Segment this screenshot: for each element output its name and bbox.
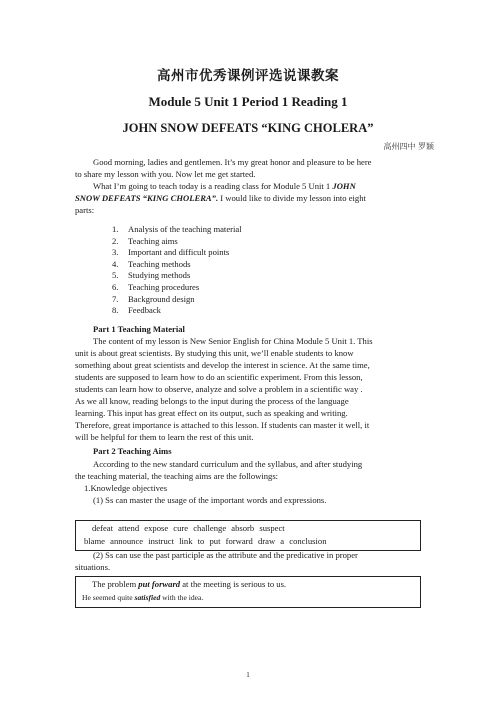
paragraph-line: learning. This input has great effect on its output, such as speaking and writing.	[75, 408, 348, 418]
paragraph-line: students can learn how to observe, analyze and solve a problem in a scientific way .	[75, 384, 363, 394]
intro-text: I would like to divide my lesson into eight	[218, 193, 366, 203]
paragraph-line: students are supposed to learn how to do an scientific experiment. From this lesson,	[75, 372, 363, 382]
intro-title-ref: JOHN	[332, 181, 356, 191]
example-sentence: He seemed quite satisfied with the idea.	[82, 593, 204, 602]
objective-heading: 1.Knowledge objectives	[84, 483, 168, 493]
author-line: 高州四中 罗颖	[383, 142, 434, 151]
module-subtitle: Module 5 Unit 1 Period 1 Reading 1	[148, 94, 348, 109]
outline-item: 4. Teaching methods	[112, 258, 191, 269]
document-title: 高州市优秀课例评选说课教案	[157, 68, 339, 84]
paragraph-line: Therefore, great importance is attached to this lesson. If students can master it well, it	[75, 420, 370, 430]
vocabulary-line: defeat attend expose cure challenge absorb suspect	[92, 523, 285, 533]
vocabulary-line: blame announce instruct link to put forward draw a conclusion	[84, 536, 327, 546]
paragraph-line: The content of my lesson is New Senior English for China Module 5 Unit 1. This	[93, 336, 373, 346]
example-sentence: The problem put forward at the meeting is serious to us.	[92, 579, 287, 589]
paragraph-line: According to the new standard curriculum and the syllabus, and after studying	[93, 459, 363, 469]
example-box	[75, 576, 421, 608]
intro-line	[93, 181, 356, 193]
objective-line: (1) Ss can master the usage of the important words and expressions.	[93, 495, 327, 505]
paragraph-line: the teaching material, the teaching aims are the followings:	[75, 471, 279, 481]
intro-line: parts:	[75, 205, 95, 215]
example-highlight: put forward	[138, 579, 181, 589]
outline-item: 2. Teaching aims	[112, 235, 178, 246]
paragraph-line: will be helpful for them to learn the rest of this unit.	[75, 432, 254, 442]
vocabulary-box	[75, 520, 421, 551]
paragraph-line: unit is about great scientists. By studying this unit, we’ll enable students to know	[75, 348, 354, 358]
outline-item: 8. Feedback	[112, 305, 161, 316]
intro-line: to share my lesson with you. Now let me get started.	[75, 169, 256, 179]
intro-line: Good morning, ladies and gentlemen. It’s my great honor and pleasure to be here	[93, 157, 372, 167]
objective-line: situations.	[75, 562, 111, 572]
outline-item: 3. Important and difficult points	[112, 247, 230, 258]
outline-item: 1. Analysis of the teaching material	[112, 224, 242, 234]
section-heading: Part 2 Teaching Aims	[93, 446, 172, 456]
outline-item: 5. Studying methods	[112, 270, 191, 281]
page-number: 1	[246, 671, 250, 679]
intro-line	[75, 193, 366, 205]
lesson-title: JOHN SNOW DEFEATS “KING CHOLERA”	[122, 121, 374, 135]
outline-item: 6. Teaching procedures	[112, 281, 200, 292]
paragraph-line: As we all know, reading belongs to the input during the process of the language	[75, 396, 349, 406]
paragraph-line: something about great scientists and develop the interest in science. At the same time,	[75, 360, 370, 370]
intro-title-ref: SNOW DEFEATS “KING CHOLERA”.	[75, 193, 219, 203]
outline-item: 7. Background design	[112, 293, 195, 304]
outline-list	[112, 224, 242, 317]
section-heading: Part 1 Teaching Material	[93, 324, 185, 334]
intro-text: What I’m going to teach today is a reading class for Module 5 Unit 1	[93, 181, 331, 191]
objective-line: (2) Ss can use the past participle as the attribute and the predicative in proper	[93, 550, 358, 560]
example-highlight: satisfied	[134, 593, 161, 602]
